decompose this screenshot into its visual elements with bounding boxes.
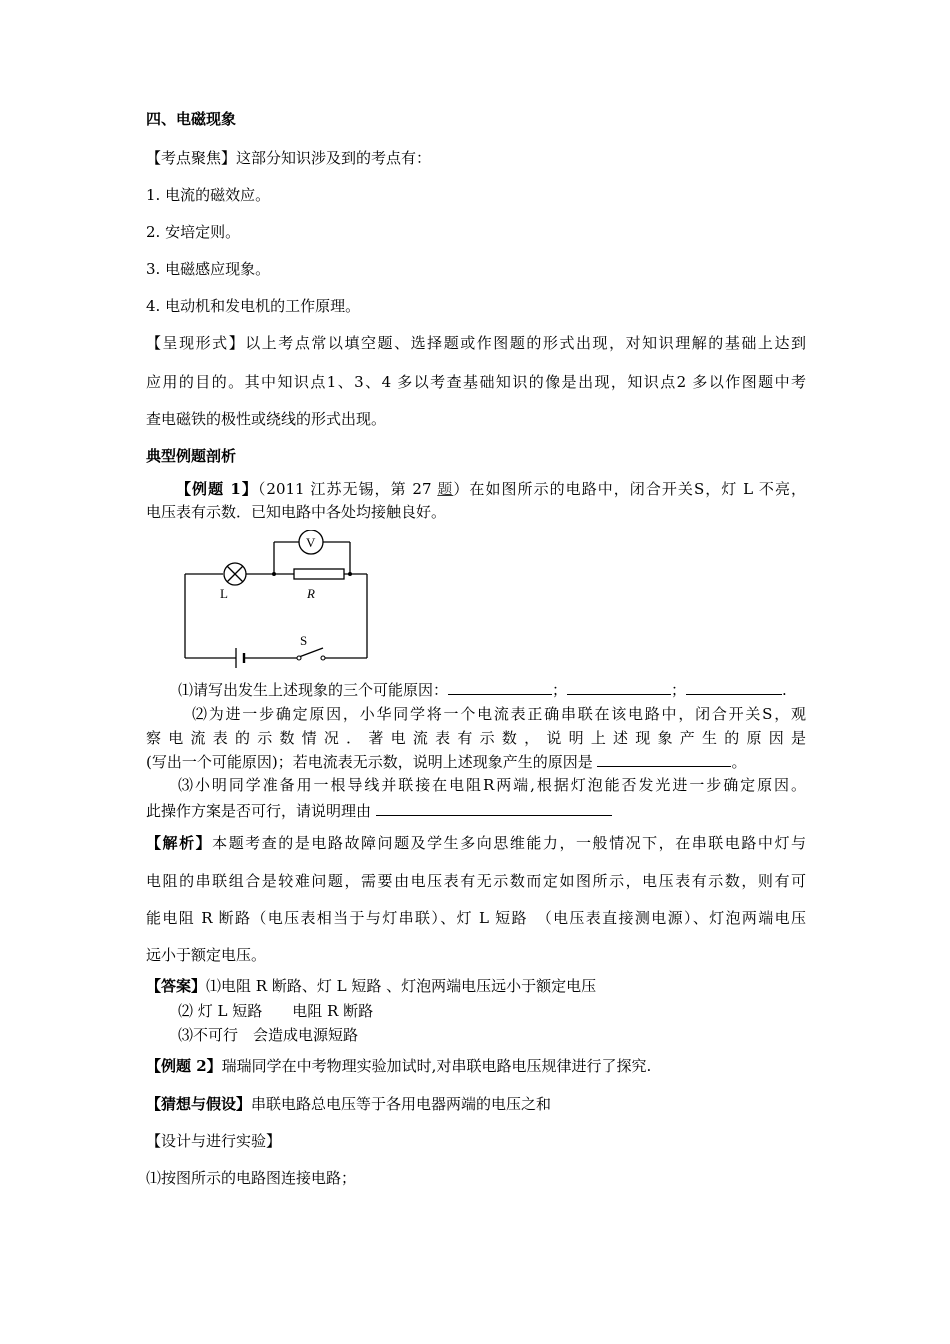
analysis-line-1: 【解析】本题考查的是电路故障问题及学生多向思维能力，一般情况下，在串联电路中灯与 (146, 834, 806, 852)
focus-item-3: 3. 电磁感应现象。 (146, 260, 271, 278)
answer-tag: 【答案】 (146, 977, 207, 995)
q1-blank-1[interactable] (448, 680, 552, 695)
answer-line-3: ⑶不可行 会造成电源短路 (178, 1026, 359, 1044)
focus-intro: 这部分知识涉及到的考点有： (236, 149, 432, 167)
ex2-tag: 【例题 2】 (146, 1057, 222, 1075)
form-line-3: 查电磁铁的极性或绕线的形式出现。 (146, 410, 387, 428)
step-1: ⑴按图所示的电路图连接电路； (146, 1169, 357, 1187)
lamp-label: L (220, 586, 228, 601)
answer-line-1: 【答案】⑴电阻 R 断路、灯 L 短路 、灯泡两端电压远小于额定电压 (146, 977, 597, 995)
switch-blade (299, 648, 323, 657)
form-line-2: 应用的目的。其中知识点1、3、4 多以考查基础知识的像是出现，知识点2 多以作图题中考 (146, 373, 806, 391)
circuit-diagram (178, 530, 378, 670)
junction-dot (348, 572, 352, 576)
focus-line (146, 149, 431, 167)
focus-tag: 【考点聚焦】 (146, 149, 237, 167)
switch-contact (321, 656, 325, 660)
analysis-line-3: 能电阻 R 断路（电压表相当于与灯串联）、灯 L 短路 （电压表直接测电源）、灯泡两端电压 (146, 909, 806, 927)
resistor-label: R (307, 586, 315, 601)
q3-blank[interactable] (376, 801, 612, 816)
focus-item-2: 2. 安培定则。 (146, 223, 241, 241)
switch-label: S (300, 633, 308, 648)
focus-item-4: 4. 电动机和发电机的工作原理。 (146, 297, 361, 315)
ex1-line-2: 电压表有示数．已知电路中各处均接触良好。 (146, 503, 447, 521)
q1-blank-2[interactable] (567, 680, 671, 695)
meter-label: V (306, 535, 316, 550)
q1-blank-3[interactable] (686, 680, 782, 695)
hypothesis-line: 【猜想与假设】串联电路总电压等于各用电器两端的电压之和 (146, 1095, 552, 1113)
q2-line-1: ⑵为进一步确定原因，小华同学将一个电流表正确串联在该电路中，闭合开关S，观 (192, 705, 806, 723)
q2-line-3: (写出一个可能原因)；若电流表无示数，说明上述现象产生的原因是 。 (146, 753, 747, 771)
form-tag: 【呈现形式】 (146, 334, 246, 352)
design-heading: 【设计与进行实验】 (146, 1132, 282, 1150)
ex2-line: 【例题 2】瑞瑞同学在中考物理实验加试时,对串联电路电压规律进行了探究. (146, 1057, 652, 1075)
answer-line-2: ⑵ 灯 L 短路 电阻 R 断路 (178, 1002, 374, 1020)
q3-line-1: ⑶小明同学准备用一根导线并联接在电阻R两端,根据灯泡能否发光进一步确定原因。 (178, 776, 806, 794)
ex1-line-1: 【例题 1】（2011 江苏无锡，第 27 题）在如图所示的电路中，闭合开关S，灯 L 不亮， (176, 480, 806, 498)
form-line-1: 【呈现形式】以上考点常以填空题、选择题或作图题的形式出现，对知识理解的基础上达到 (146, 334, 806, 352)
ex1-tag: 【例题 1】 (176, 480, 258, 498)
analysis-tag: 【解析】 (146, 834, 213, 852)
q1-line: ⑴请写出发生上述现象的三个可能原因： ； ； . (178, 681, 787, 699)
q3-line-2: 此操作方案是否可行，请说明理由 (146, 801, 612, 820)
analysis-line-4: 远小于额定电压。 (146, 946, 267, 964)
analysis-line-2: 电阻的串联组合是较难问题，需要由电压表有无示数而定如图所示，电压表有示数，则有可 (146, 872, 806, 890)
ex1-source-link[interactable]: 题 (437, 480, 454, 498)
typical-heading: 典型例题剖析 (146, 447, 237, 465)
q2-line-2: 察电流表的示数情况．著电流表有示数，说明上述现象产生的原因是 (146, 729, 806, 747)
section-title: 四、电磁现象 (146, 110, 237, 128)
resistor-icon (294, 569, 344, 579)
hypothesis-tag: 【猜想与假设】 (146, 1095, 252, 1113)
focus-item-1: 1. 电流的磁效应。 (146, 186, 271, 204)
q2-blank[interactable] (597, 752, 731, 767)
switch-contact (297, 656, 301, 660)
junction-dot (272, 572, 276, 576)
